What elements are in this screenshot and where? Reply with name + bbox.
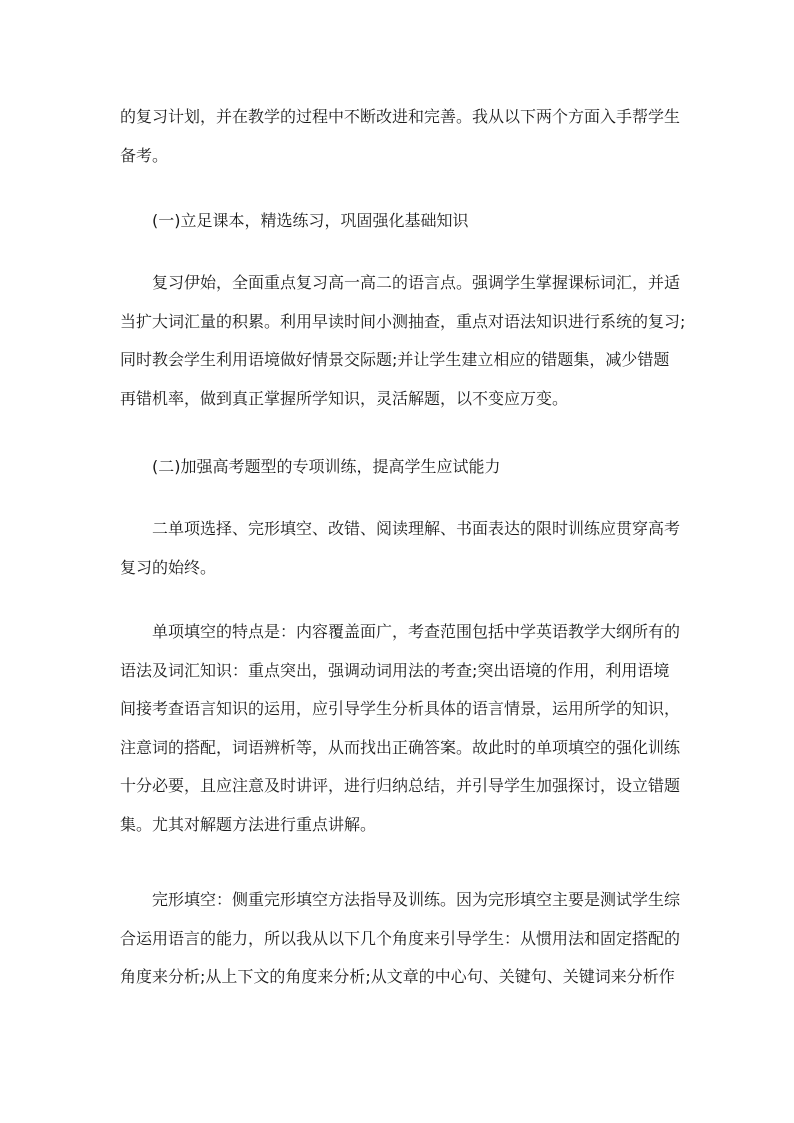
text-line: 角度来分析;从上下文的角度来分析;从文章的中心句、关键句、关键词来分析作 — [120, 967, 675, 986]
paragraph-timed-training — [120, 510, 680, 587]
text-line: 备考。 — [120, 145, 169, 165]
paragraph-review-plan — [120, 98, 680, 175]
text-line: 复习伊始，全面重点复习高一高二的语言点。强调学生掌握课标词汇，并适 — [152, 273, 681, 292]
text-line: 当扩大词汇量的积累。利用早读时间小测抽查，重点对语法知识进行系统的复习; — [120, 311, 686, 331]
text-line: 完形填空：侧重完形填空方法指导及训练。因为完形填空主要是测试学生综 — [152, 890, 681, 909]
text-line: 间接考查语言知识的运用，应引导学生分析具体的语言情景，运用所学的知识， — [120, 699, 681, 718]
text-line: 复习的始终。 — [120, 557, 217, 577]
section-heading-one — [120, 202, 680, 241]
section-heading-two — [120, 448, 680, 487]
text-line: (一)立足课本，精选练习，巩固强化基础知识 — [152, 211, 469, 230]
text-line: 再错机率，做到真正掌握所学知识，灵活解题，以不变应万变。 — [120, 388, 569, 408]
text-line: 同时教会学生利用语境做好情景交际题;并让学生建立相应的错题集，减少错题 — [120, 350, 670, 369]
paragraph-basic-review — [120, 264, 686, 418]
text-line: 的复习计划，并在教学的过程中不断改进和完善。我从以下两个方面入手帮学生 — [120, 107, 681, 126]
paragraph-cloze — [120, 881, 680, 997]
text-line: 注意词的搭配，词语辨析等，从而找出正确答案。故此时的单项填空的强化训练 — [120, 737, 681, 757]
text-line: 集。尤其对解题方法进行重点讲解。 — [120, 814, 377, 834]
text-line: 语法及词汇知识：重点突出，强调动词用法的考查;突出语境的作用，利用语境 — [120, 660, 670, 680]
text-line: (二)加强高考题型的专项训练，提高学生应试能力 — [152, 457, 501, 476]
text-line: 二单项选择、完形填空、改错、阅读理解、书面表达的限时训练应贯穿高考 — [152, 519, 681, 538]
text-line: 合运用语言的能力，所以我从以下几个角度来引导学生：从惯用法和固定搭配的 — [120, 928, 681, 948]
text-line: 单项填空的特点是：内容覆盖面广，考查范围包括中学英语教学大纲所有的 — [152, 622, 681, 641]
text-line: 十分必要，且应注意及时讲评，进行归纳总结，并引导学生加强探讨，设立错题 — [120, 776, 681, 795]
paragraph-single-choice — [120, 613, 680, 844]
